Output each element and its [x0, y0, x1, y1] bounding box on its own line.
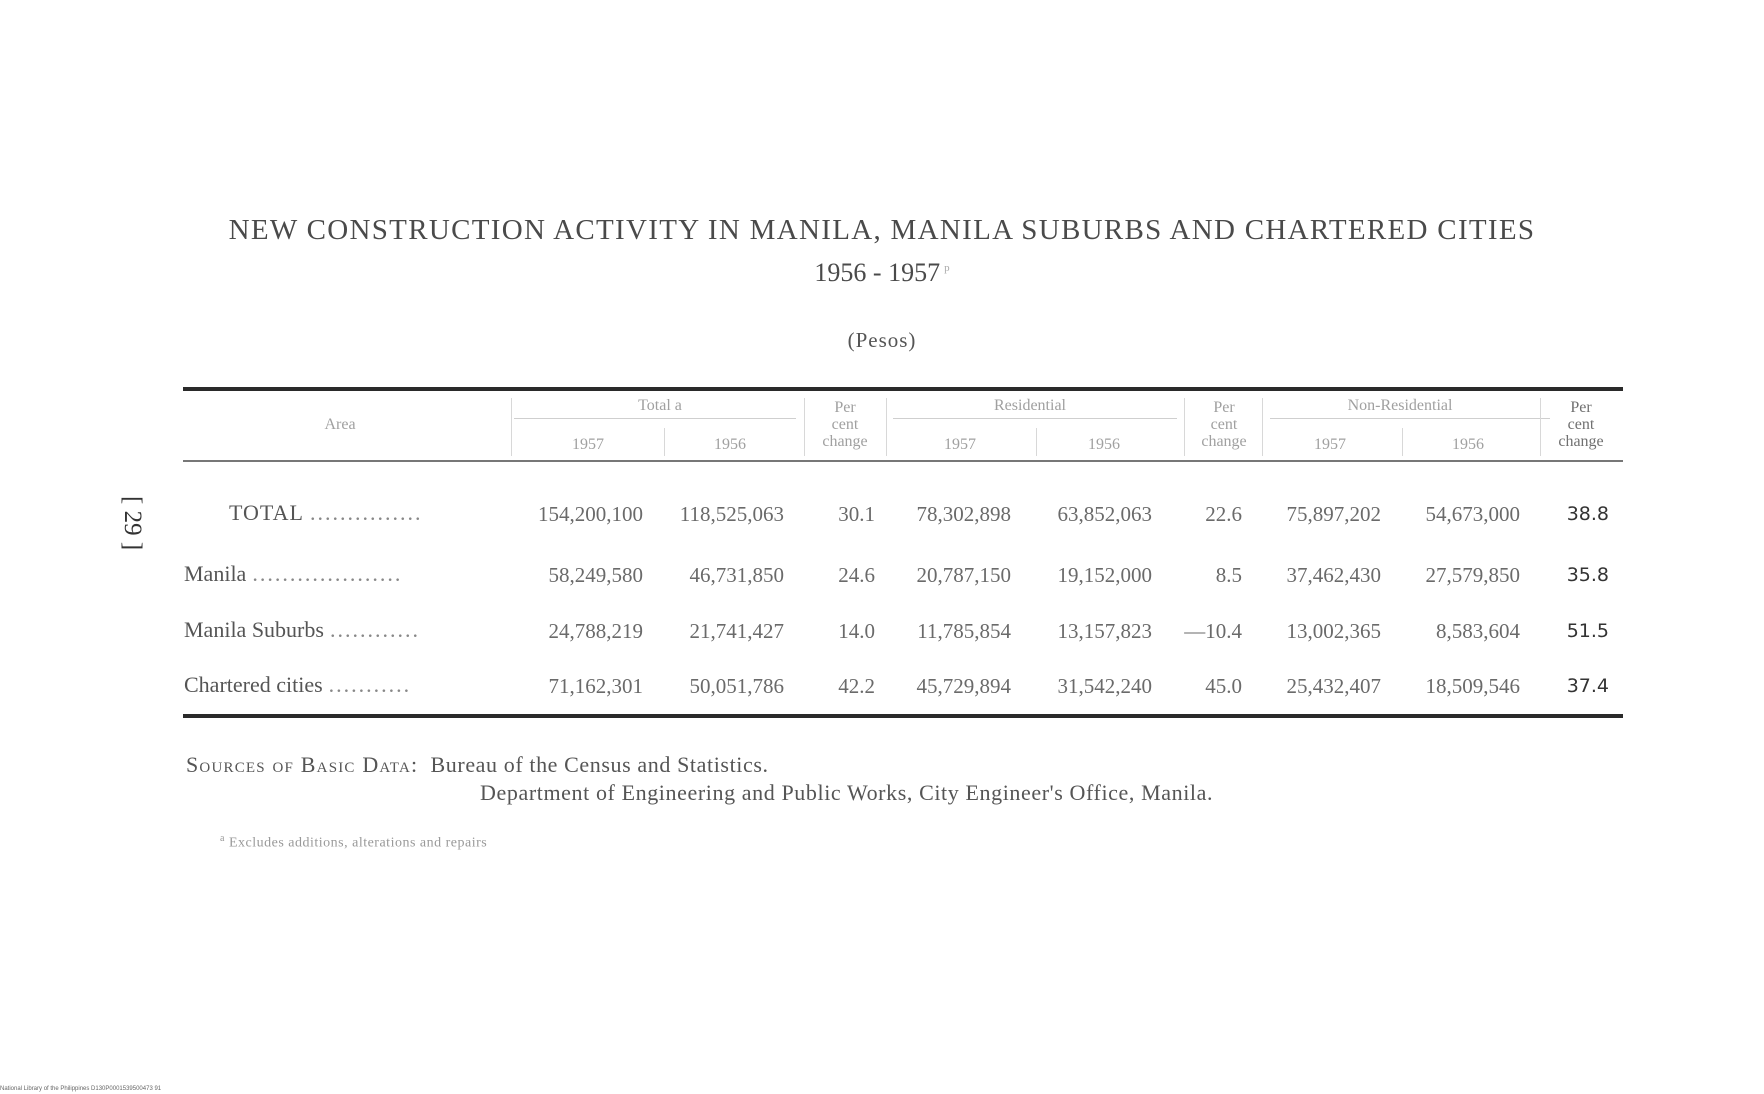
header-nonres-1956: 1956 [1452, 436, 1484, 453]
cell-total-change: 30.1 [838, 502, 875, 526]
cell-nonres-change: 35.8 [1566, 564, 1609, 586]
header-bottom-rule [183, 460, 1623, 462]
header-total: Total a [638, 397, 682, 414]
header-total-1956: 1956 [714, 436, 746, 453]
cell-nonres-1957: 37,462,430 [1286, 563, 1381, 587]
col-divider [664, 428, 665, 456]
leader-dots: .................... [252, 561, 403, 586]
header-area: Area [324, 416, 356, 433]
header-total-change [805, 399, 885, 450]
total-group-rule [514, 418, 796, 419]
cell-total-1957: 24,788,219 [548, 619, 643, 643]
page-number: [ 29 ] [119, 496, 146, 551]
years-mark: p [944, 262, 950, 275]
cell-total-1956: 50,051,786 [689, 674, 784, 698]
cell-res-1956: 19,152,000 [1057, 563, 1152, 587]
scan-credit: National Library of the Philippines D130P0001539500473 91 [0, 1086, 162, 1092]
header-total-1957: 1957 [572, 436, 604, 453]
cell-nonres-1956: 54,673,000 [1425, 502, 1520, 526]
cell-total-change: 14.0 [838, 619, 875, 643]
header-residential: Residential [994, 397, 1066, 414]
header-non-residential: Non-Residential [1347, 397, 1453, 414]
cell-nonres-change: 38.8 [1566, 503, 1609, 525]
years-text: 1956 - 1957 [814, 258, 941, 287]
header-cent: cent [1567, 416, 1595, 433]
area-label: Manila [184, 561, 247, 586]
sources-label: Sources of Basic Data: [186, 752, 419, 777]
cell-total-1956: 118,525,063 [679, 502, 784, 526]
res-group-rule [893, 418, 1177, 419]
nonres-group-rule [1270, 418, 1550, 419]
cell-total-1956: 46,731,850 [689, 563, 784, 587]
cell-res-change: —10.4 [1184, 619, 1242, 643]
cell-res-1957: 45,729,894 [916, 674, 1011, 698]
cell-total-change: 42.2 [838, 674, 875, 698]
header-per: Per [1213, 399, 1235, 416]
area-label: Chartered cities [184, 672, 323, 697]
cell-nonres-1957: 13,002,365 [1286, 619, 1381, 643]
cell-res-1957: 20,787,150 [916, 563, 1011, 587]
cell-nonres-1956: 27,579,850 [1425, 563, 1520, 587]
sources [186, 752, 769, 778]
cell-nonres-1957: 75,897,202 [1286, 502, 1381, 526]
cell-nonres-1956: 18,509,546 [1425, 674, 1520, 698]
cell-total-1957: 71,162,301 [548, 674, 643, 698]
cell-total-1957: 58,249,580 [548, 563, 643, 587]
cell-res-1957: 78,302,898 [916, 502, 1011, 526]
header-res-1956: 1956 [1088, 436, 1120, 453]
footnote-mark: a [220, 833, 225, 844]
cell-res-1956: 31,542,240 [1057, 674, 1152, 698]
page-years [0, 258, 1764, 288]
leader-dots: ............... [309, 500, 423, 525]
cell-total-change: 24.6 [838, 563, 875, 587]
leader-dots: ............ [329, 617, 420, 642]
cell-nonres-1957: 25,432,407 [1286, 674, 1381, 698]
cell-nonres-1956: 8,583,604 [1436, 619, 1520, 643]
area-label: TOTAL [229, 500, 304, 525]
table-top-rule [183, 387, 1623, 391]
header-per: Per [834, 399, 856, 416]
header-change: change [1558, 433, 1604, 450]
col-divider [886, 398, 887, 456]
table-bottom-rule [183, 714, 1623, 718]
row-area [229, 500, 422, 526]
header-nonres-change [1540, 399, 1622, 450]
unit-label: (Pesos) [847, 328, 917, 352]
header-cent: cent [1210, 416, 1238, 433]
cell-nonres-change: 37.4 [1566, 675, 1609, 697]
row-area [184, 672, 411, 698]
header-res-change [1184, 399, 1264, 450]
area-label: Manila Suburbs [184, 617, 324, 642]
col-divider [1402, 428, 1403, 456]
col-divider [1036, 428, 1037, 456]
row-area [184, 561, 402, 587]
sources-line1: Bureau of the Census and Statistics. [430, 752, 769, 777]
cell-total-1956: 21,741,427 [689, 619, 784, 643]
header-change: change [1201, 433, 1247, 450]
header-res-1957: 1957 [944, 436, 976, 453]
cell-nonres-change: 51.5 [1566, 620, 1609, 642]
cell-res-1956: 13,157,823 [1057, 619, 1152, 643]
cell-total-1957: 154,200,100 [538, 502, 643, 526]
footnote [220, 833, 487, 852]
cell-res-change: 45.0 [1205, 674, 1242, 698]
col-divider [511, 398, 512, 456]
page-title: NEW CONSTRUCTION ACTIVITY IN MANILA, MANILA SUBURBS AND CHARTERED CITIES [228, 214, 1536, 246]
header-cent: cent [831, 416, 859, 433]
header-nonres-1957: 1957 [1314, 436, 1346, 453]
row-area [184, 617, 420, 643]
cell-res-1956: 63,852,063 [1057, 502, 1152, 526]
header-change: change [822, 433, 868, 450]
cell-res-1957: 11,785,854 [917, 619, 1011, 643]
header-per: Per [1570, 399, 1592, 416]
cell-res-change: 8.5 [1215, 563, 1242, 587]
leader-dots: ........... [328, 672, 412, 697]
cell-res-change: 22.6 [1205, 502, 1242, 526]
footnote-text: Excludes additions, alterations and repairs [228, 835, 488, 851]
sources-line2: Department of Engineering and Public Works, City Engineer's Office, Manila. [480, 780, 1214, 805]
